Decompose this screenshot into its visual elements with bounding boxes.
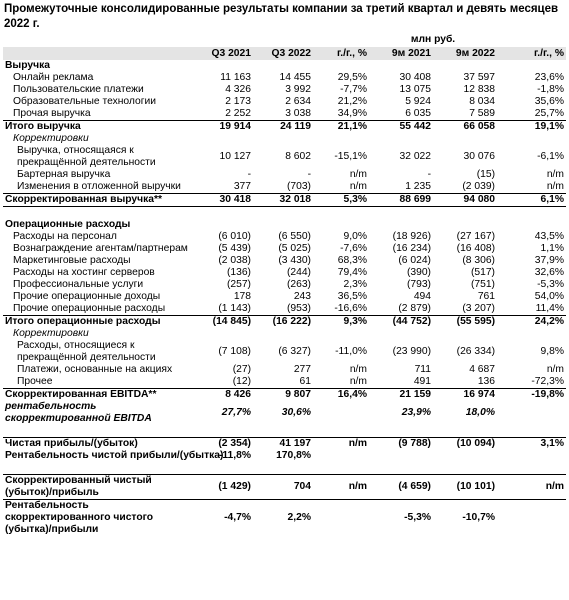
table-row <box>3 231 566 243</box>
row-value: 9 807 <box>253 389 313 402</box>
row-value: (3 430) <box>278 255 311 266</box>
table-row <box>3 340 566 364</box>
row-value: 19 914 <box>193 121 253 134</box>
table-row <box>3 84 566 96</box>
table-row <box>3 121 566 134</box>
row-value: 35,6% <box>534 96 564 107</box>
report-title: Промежуточные консолидированные результаты компании за третий квартал и девять месяцев 2022 г. <box>4 3 559 30</box>
row-value: (23 990) <box>392 346 431 357</box>
row-value: 23,6% <box>534 72 564 83</box>
row-value: 2 173 <box>225 96 251 107</box>
row-value: 32 022 <box>399 151 431 162</box>
row-value: 36,5% <box>337 291 367 302</box>
column-header: г./г., % <box>497 47 566 60</box>
row-value: 14 455 <box>279 72 311 83</box>
column-header: Q3 2022 <box>253 47 313 60</box>
row-value <box>433 425 497 438</box>
row-value: 2,3% <box>343 279 367 290</box>
row-value: (2 038) <box>218 255 251 266</box>
row-value: 8 426 <box>193 389 253 402</box>
row-value: (6 024) <box>398 255 431 266</box>
column-header: Q3 2021 <box>193 47 253 60</box>
row-value: 9,8% <box>540 346 564 357</box>
row-value: n/m <box>313 438 369 451</box>
row-value: 16 974 <box>433 389 497 402</box>
table-row <box>3 219 566 231</box>
row-value: 11,4% <box>535 303 564 314</box>
row-label: Расходы на персонал <box>13 231 117 242</box>
row-value: 711 <box>414 364 431 375</box>
row-value: 3 038 <box>285 108 311 119</box>
row-value: 377 <box>233 181 251 192</box>
row-value: (5 025) <box>278 243 311 254</box>
table-row <box>3 145 566 169</box>
table-row <box>3 60 566 72</box>
row-value: (27 167) <box>456 231 495 242</box>
row-label: Скорректированный чистый (убыток)/прибыль <box>3 475 193 500</box>
row-value: 18,0% <box>465 407 495 418</box>
row-value <box>433 219 497 231</box>
row-value <box>433 328 497 340</box>
row-label: Выручка <box>5 60 50 71</box>
row-value: 19,1% <box>497 121 566 134</box>
row-value: 12 838 <box>463 84 495 95</box>
row-value <box>193 207 253 220</box>
row-value: (1 429) <box>193 475 253 500</box>
row-label: Корректировки <box>13 133 89 144</box>
row-value <box>193 462 253 475</box>
row-label: Рентабельность скорректированного чистого (убытка)/прибыли <box>3 500 193 537</box>
row-label: Прочее <box>17 376 53 387</box>
row-value: (4 659) <box>369 475 433 500</box>
row-value: (2 354) <box>193 438 253 451</box>
row-value <box>497 219 566 231</box>
table-row <box>3 108 566 121</box>
row-value: -5,3% <box>537 279 564 290</box>
row-value <box>313 328 369 340</box>
table-row <box>3 401 566 425</box>
table-row <box>3 376 566 389</box>
row-value: -7,6% <box>340 243 367 254</box>
row-value <box>313 207 369 220</box>
row-value: 1,1% <box>540 243 564 254</box>
row-value: 3,1% <box>497 438 566 451</box>
row-value: (390) <box>406 267 431 278</box>
row-value: 23,9% <box>401 407 431 418</box>
row-value <box>497 133 566 145</box>
row-value: 243 <box>293 291 311 302</box>
row-value: 1 235 <box>405 181 431 192</box>
table-row <box>3 450 566 462</box>
unit-label: млн руб. <box>410 34 456 45</box>
row-label: Маркетинговые расходы <box>13 255 131 266</box>
row-value: n/m <box>349 364 367 375</box>
row-value: 41 197 <box>253 438 313 451</box>
row-value <box>433 207 497 220</box>
row-value: 30 418 <box>193 194 253 207</box>
row-value <box>369 328 433 340</box>
row-label: рентабельность скорректированной EBITDA <box>5 401 152 424</box>
row-value: (6 010) <box>218 231 251 242</box>
row-label: Корректировки <box>13 328 89 339</box>
row-value: 2 634 <box>285 96 311 107</box>
row-value: 3 992 <box>285 84 311 95</box>
row-value: (44 752) <box>369 316 433 329</box>
table-row <box>3 207 566 220</box>
row-label: Расходы, относящиеся к прекращённой деятельности <box>17 340 156 363</box>
row-label: Онлайн реклама <box>13 72 94 83</box>
row-value: 9,0% <box>343 231 367 242</box>
row-value <box>497 450 566 462</box>
row-value: (793) <box>406 279 431 290</box>
row-value <box>193 60 253 72</box>
row-label: Итого операционные расходы <box>3 316 193 329</box>
table-row <box>3 291 566 303</box>
row-label <box>3 462 193 475</box>
row-value: -11,0% <box>335 346 367 357</box>
row-value <box>369 133 433 145</box>
row-label: Бартерная выручка <box>17 169 111 180</box>
row-value <box>253 462 313 475</box>
row-value <box>433 450 497 462</box>
row-value <box>497 60 566 72</box>
row-label: Скорректированная выручка** <box>3 194 193 207</box>
row-label: Платежи, основанные на акциях <box>17 364 173 375</box>
row-value: 54,0% <box>534 291 564 302</box>
row-value: -15,1% <box>334 151 367 162</box>
row-value: n/m <box>349 169 367 180</box>
row-label: Профессиональные услуги <box>13 279 144 290</box>
row-value: 68,3% <box>337 255 367 266</box>
row-value <box>253 207 313 220</box>
row-value <box>253 328 313 340</box>
row-value: n/m <box>546 169 564 180</box>
column-header: 9м 2021 <box>369 47 433 60</box>
row-value: (6 550) <box>278 231 311 242</box>
row-value <box>313 462 369 475</box>
row-value: 79,4% <box>337 267 367 278</box>
table-row <box>3 425 566 438</box>
row-value: (257) <box>226 279 251 290</box>
row-value: (953) <box>286 303 311 314</box>
row-value: n/m <box>546 364 564 375</box>
row-value: (14 845) <box>193 316 253 329</box>
row-value: - <box>247 169 251 180</box>
row-value: 37 597 <box>463 72 495 83</box>
column-header: 9м 2022 <box>433 47 497 60</box>
row-value: 761 <box>477 291 495 302</box>
row-value: (751) <box>470 279 495 290</box>
column-header: г./г., % <box>313 47 369 60</box>
row-value: 2,2% <box>253 500 313 537</box>
row-value: (136) <box>226 267 251 278</box>
row-value: 494 <box>413 291 431 302</box>
row-value <box>369 219 433 231</box>
row-value: (517) <box>470 267 495 278</box>
row-value: 25,7% <box>534 108 564 119</box>
row-value <box>369 60 433 72</box>
row-value: 6,1% <box>497 194 566 207</box>
row-value: (1 143) <box>218 303 251 314</box>
row-value: (55 595) <box>433 316 497 329</box>
row-label: Пользовательские платежи <box>13 84 144 95</box>
table-row <box>3 96 566 108</box>
row-value: 34,9% <box>337 108 367 119</box>
row-value: n/m <box>349 181 367 192</box>
row-value: (16 408) <box>456 243 495 254</box>
row-value <box>433 133 497 145</box>
row-value: 16,4% <box>313 389 369 402</box>
row-value: (26 334) <box>456 346 495 357</box>
row-value: -6,1% <box>537 151 564 162</box>
table-row <box>3 194 566 207</box>
row-value <box>369 450 433 462</box>
row-value: n/m <box>349 376 367 387</box>
row-value: 21,2% <box>337 96 367 107</box>
row-value: -4,7% <box>193 500 253 537</box>
row-value: (10 101) <box>433 475 497 500</box>
row-value: 11 163 <box>220 72 251 83</box>
row-value: (5 439) <box>218 243 251 254</box>
row-value <box>253 219 313 231</box>
row-value: 24,2% <box>497 316 566 329</box>
row-value <box>313 60 369 72</box>
table-row <box>3 181 566 194</box>
row-value: 43,5% <box>534 231 564 242</box>
row-value: 55 442 <box>369 121 433 134</box>
row-value: -5,3% <box>369 500 433 537</box>
row-label: Образовательные технологии <box>13 96 157 107</box>
row-value <box>253 133 313 145</box>
row-value: 2 252 <box>225 108 251 119</box>
row-value: 8 034 <box>469 96 495 107</box>
row-value <box>497 462 566 475</box>
row-value: n/m <box>313 475 369 500</box>
row-value: -16,6% <box>334 303 367 314</box>
row-value <box>497 328 566 340</box>
row-label: Изменения в отложенной выручки <box>17 181 181 192</box>
row-value <box>193 133 253 145</box>
row-value: 10 127 <box>219 151 251 162</box>
row-label: Рентабельность чистой прибыли/(убытка) <box>5 450 224 461</box>
row-label: Прочие операционные расходы <box>13 303 166 314</box>
row-label: Выручка, относящаяся к прекращённой деятельности <box>17 145 156 168</box>
row-value: 9,3% <box>313 316 369 329</box>
row-value: 61 <box>299 376 311 387</box>
row-label: Операционные расходы <box>5 219 131 230</box>
table-row <box>3 133 566 145</box>
row-label: Прочая выручка <box>13 108 91 119</box>
row-value: -72,3% <box>531 376 564 387</box>
row-value: 94 080 <box>433 194 497 207</box>
row-value: 30 408 <box>399 72 431 83</box>
row-value: 29,5% <box>337 72 367 83</box>
table-row <box>3 328 566 340</box>
row-value: 136 <box>477 376 495 387</box>
table-row <box>3 303 566 316</box>
row-value: (263) <box>286 279 311 290</box>
table-row <box>3 72 566 84</box>
row-value: 88 699 <box>369 194 433 207</box>
row-value: 491 <box>413 376 431 387</box>
row-value <box>313 500 369 537</box>
row-label: Прочие операционные доходы <box>13 291 161 302</box>
row-value <box>313 425 369 438</box>
row-value: 21,1% <box>313 121 369 134</box>
row-value: 32,6% <box>534 267 564 278</box>
table-row <box>3 316 566 329</box>
row-value: (703) <box>286 181 311 192</box>
row-value: (244) <box>286 267 311 278</box>
row-label: Вознаграждение агентам/партнерам <box>13 243 188 254</box>
row-value <box>313 133 369 145</box>
row-value <box>497 401 566 425</box>
row-value: (3 207) <box>462 303 495 314</box>
row-value: -1,8% <box>537 84 564 95</box>
row-value: (10 094) <box>433 438 497 451</box>
row-value: 4 326 <box>225 84 251 95</box>
row-value <box>313 450 369 462</box>
table-row <box>3 389 566 402</box>
row-value: 704 <box>253 475 313 500</box>
row-value: (12) <box>232 376 251 387</box>
row-value: n/m <box>497 475 566 500</box>
row-value: 6 035 <box>405 108 431 119</box>
row-value: (2 879) <box>398 303 431 314</box>
table-row <box>3 364 566 376</box>
row-label: Расходы на хостинг серверов <box>13 267 155 278</box>
row-value: 13 075 <box>399 84 431 95</box>
row-value: 30 076 <box>463 151 495 162</box>
row-label: Чистая прибыль/(убыток) <box>3 438 193 451</box>
row-value <box>497 207 566 220</box>
row-value <box>369 425 433 438</box>
row-value <box>497 425 566 438</box>
row-value: 24 119 <box>253 121 313 134</box>
row-value: (27) <box>232 364 251 375</box>
row-value <box>369 207 433 220</box>
row-value: -10,7% <box>433 500 497 537</box>
row-value: 4 687 <box>469 364 495 375</box>
row-label: Скорректированная EBITDA** <box>3 389 193 402</box>
row-value: (9 788) <box>369 438 433 451</box>
row-value: -11,8% <box>218 450 251 461</box>
row-value: 37,9% <box>534 255 564 266</box>
column-header-row <box>3 47 566 60</box>
row-value: (2 039) <box>462 181 495 192</box>
row-value <box>253 60 313 72</box>
row-label <box>3 207 193 220</box>
row-value: 30,6% <box>281 407 311 418</box>
row-value: (8 306) <box>462 255 495 266</box>
row-value: (16 234) <box>392 243 431 254</box>
row-value <box>313 401 369 425</box>
row-label <box>3 425 193 438</box>
unit-row <box>3 32 566 47</box>
row-value: 8 602 <box>285 151 311 162</box>
row-value <box>433 60 497 72</box>
table-row <box>3 169 566 181</box>
row-value <box>369 462 433 475</box>
row-value: (7 108) <box>218 346 251 357</box>
table-row <box>3 279 566 291</box>
row-value: (16 222) <box>253 316 313 329</box>
table-row <box>3 500 566 537</box>
row-value: 32 018 <box>253 194 313 207</box>
table-row <box>3 438 566 451</box>
row-value <box>433 462 497 475</box>
row-value: 7 589 <box>469 108 495 119</box>
table-row <box>3 255 566 267</box>
row-value <box>497 500 566 537</box>
row-value: 170,8% <box>276 450 311 461</box>
row-value <box>253 425 313 438</box>
table-row <box>3 462 566 475</box>
row-value: 5 924 <box>405 96 431 107</box>
row-value: 66 058 <box>433 121 497 134</box>
row-value: (15) <box>476 169 495 180</box>
row-value: 178 <box>233 291 251 302</box>
row-label: Итого выручка <box>3 121 193 134</box>
row-value <box>193 425 253 438</box>
row-value: 27,7% <box>221 407 251 418</box>
row-value: n/m <box>546 181 564 192</box>
row-value: - <box>307 169 311 180</box>
row-value: -19,8% <box>497 389 566 402</box>
row-value <box>193 219 253 231</box>
row-value: (6 327) <box>278 346 311 357</box>
row-value: 277 <box>293 364 311 375</box>
financial-results-table <box>3 32 566 536</box>
row-value: 5,3% <box>313 194 369 207</box>
row-value: - <box>427 169 431 180</box>
row-value <box>193 328 253 340</box>
table-row <box>3 475 566 500</box>
table-row <box>3 267 566 279</box>
row-value: 21 159 <box>369 389 433 402</box>
row-value <box>313 219 369 231</box>
row-value: (18 926) <box>392 231 431 242</box>
row-value: -7,7% <box>340 84 367 95</box>
table-row <box>3 243 566 255</box>
